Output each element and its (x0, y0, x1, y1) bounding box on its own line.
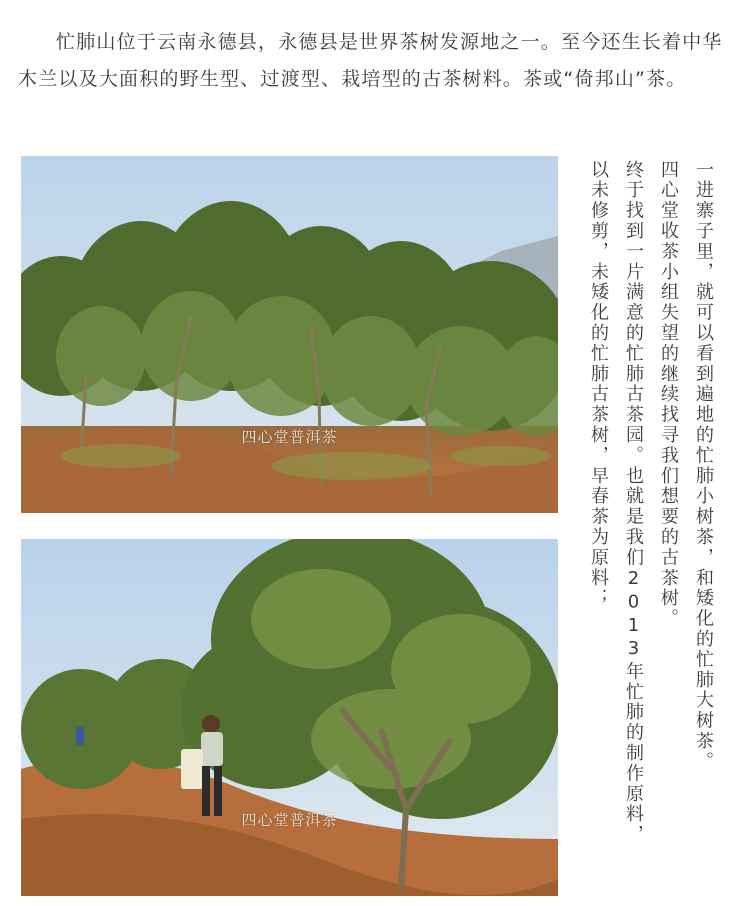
vertical-text-column-3: 终于找到一片满意的忙肺古茶园。也就是我们2013年忙肺的制作原料， (623, 160, 644, 846)
tea-garden-photo-2 (21, 539, 558, 896)
ancient-tea-tree-image (21, 539, 558, 896)
vertical-text-column-2: 四心堂收茶小组失望的继续找寻我们想要的古茶树。 (658, 160, 679, 630)
photo-watermark: 四心堂普洱茶 (241, 428, 338, 446)
tea-bushes-image (21, 156, 558, 513)
tea-garden-photo-1 (21, 156, 558, 513)
intro-paragraph: 忙肺山位于云南永德县，永德县是世界茶树发源地之一。至今还生长着中华木兰以及大面积的野生型、过渡型、栽培型的古茶树料。茶或“倚邦山”茶。 (18, 31, 723, 90)
vertical-text-column-1: 一进寨子里，就可以看到遍地的忙肺小树茶，和矮化的忙肺大树茶。 (693, 160, 714, 772)
photo-watermark: 四心堂普洱茶 (241, 811, 338, 829)
vertical-text-column-4: 以未修剪，未矮化的忙肺古茶树，早春茶为原料； (588, 160, 609, 609)
